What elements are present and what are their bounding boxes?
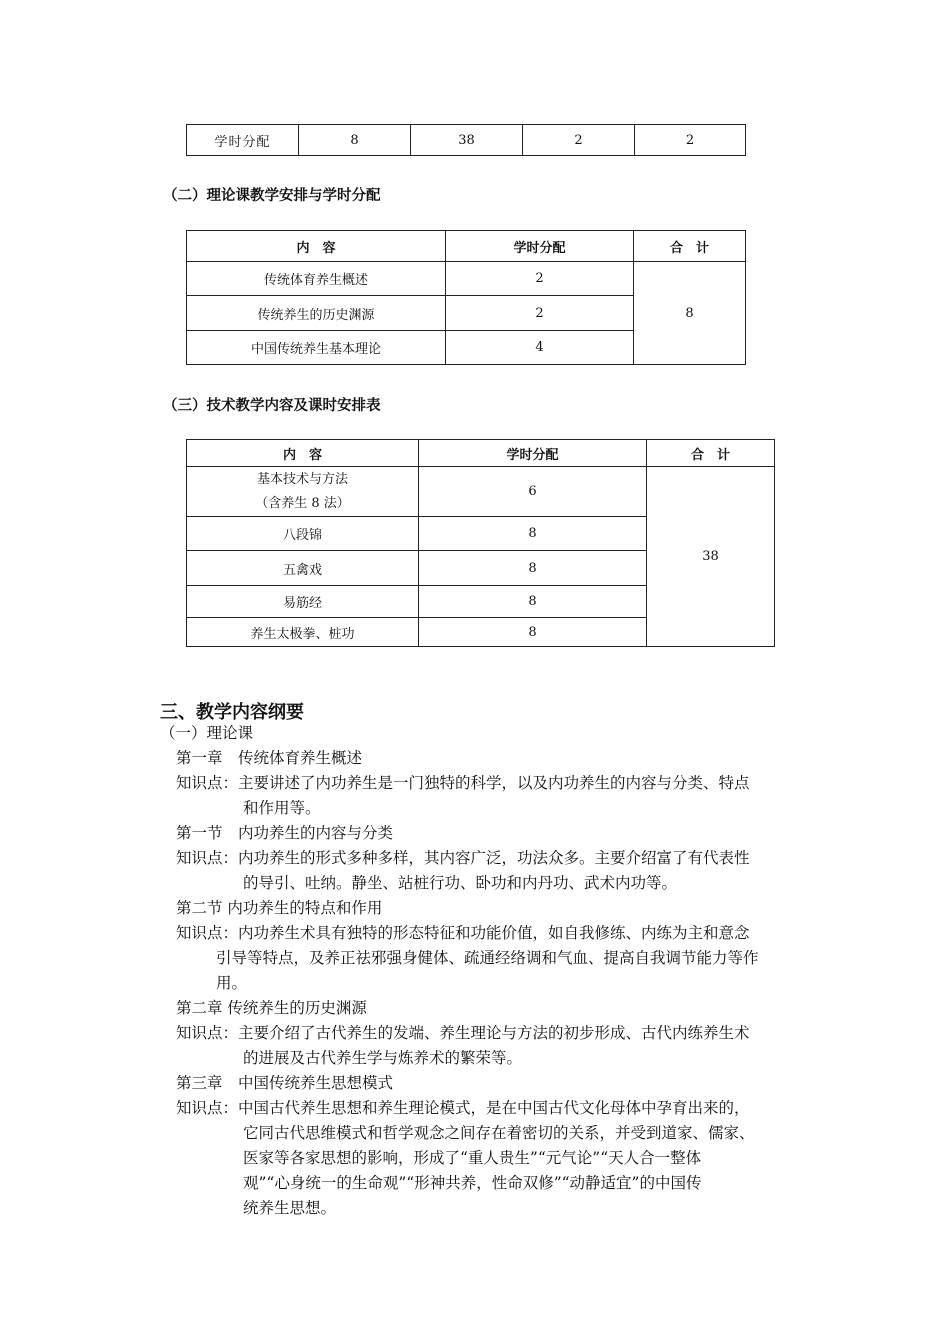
knowledge-point-cont: 的导引、吐纳。静坐、站桩行功、卧功和内丹功、武术内功等。: [243, 874, 678, 892]
knowledge-point: 知识点：内功养生术具有独特的形态特征和功能价值，如自我修练、内练为主和意念: [176, 924, 750, 942]
outline-subheading: （一）理论课: [160, 724, 254, 742]
table-cell: [187, 467, 419, 517]
chapter-title: 第三章 中国传统养生思想模式: [176, 1074, 394, 1092]
table-cell: 传统养生的历史渊源: [187, 296, 446, 331]
table-header: 学时分配: [446, 231, 634, 262]
table-header: 内 容: [187, 440, 419, 467]
technique-course-table: [186, 439, 775, 647]
chapter-title: 第二章 传统养生的历史渊源: [176, 999, 367, 1017]
table-cell: 2: [446, 296, 634, 331]
table-cell: 8: [419, 586, 647, 618]
table-cell: 4: [446, 331, 634, 365]
knowledge-point-cont: 医家等各家思想的影响，形成了“重人贵生”“元气论”“天人合一整体: [243, 1149, 702, 1167]
table-cell: 6: [419, 467, 647, 517]
table-cell: 38: [411, 125, 523, 156]
section3-heading: （三）技术教学内容及课时安排表: [163, 398, 381, 414]
table-header: 合 计: [634, 231, 746, 262]
knowledge-point-cont: 统养生思想。: [243, 1199, 337, 1217]
table-cell: 易筋经: [187, 586, 419, 618]
knowledge-point-cont: 它同古代思维模式和哲学观念之间存在着密切的关系，并受到道家、儒家、: [243, 1124, 755, 1142]
table-header: 学时分配: [419, 440, 647, 467]
table-cell: 学时分配: [187, 125, 299, 156]
table-cell: 传统体育养生概述: [187, 262, 446, 296]
table-header: 合 计: [647, 440, 775, 467]
knowledge-point-cont: 的进展及古代养生学与炼养术的繁荣等。: [243, 1049, 523, 1067]
table-cell: 8: [419, 517, 647, 551]
knowledge-point-cont: 和作用等。: [243, 799, 321, 817]
table-cell: 中国传统养生基本理论: [187, 331, 446, 365]
table-cell: 2: [635, 125, 746, 156]
knowledge-point: 知识点：主要介绍了古代养生的发端、养生理论与方法的初步形成、古代内练养生术: [176, 1024, 750, 1042]
hours-summary-table: [186, 124, 746, 156]
chapter-title: 第一章 传统体育养生概述: [176, 749, 363, 767]
knowledge-point-cont: 引导等特点，及养正祛邪强身健体、疏通经络调和气血、提高自我调节能力等作: [216, 949, 759, 967]
table-cell: 8: [419, 618, 647, 647]
section2-heading: （二）理论课教学安排与学时分配: [163, 188, 381, 204]
knowledge-point: 知识点：内功养生的形式多种多样，其内容广泛，功法众多。主要介绍富了有代表性: [176, 849, 750, 867]
knowledge-point: 知识点：中国古代养生思想和养生理论模式，是在中国古代文化母体中孕育出来的，: [176, 1099, 750, 1117]
section-title: 第一节 内功养生的内容与分类: [176, 824, 394, 842]
cell-line: （含养生 8 法）: [255, 495, 350, 511]
table-cell: 8: [419, 551, 647, 586]
table-total-cell: 38: [647, 467, 775, 647]
knowledge-point-cont: 用。: [216, 974, 248, 992]
table-cell: 2: [523, 125, 635, 156]
section-title: 第二节 内功养生的特点和作用: [176, 899, 383, 917]
table-cell: 八段锦: [187, 517, 419, 551]
cell-line: 基本技术与方法: [256, 471, 348, 487]
theory-course-table: [186, 230, 746, 365]
table-header: 内 容: [187, 231, 446, 262]
table-cell: 养生太极拳、桩功: [187, 618, 419, 647]
table-total-cell: 8: [634, 262, 746, 365]
outline-heading: 三、教学内容纲要: [160, 702, 304, 723]
table-cell: 五禽戏: [187, 551, 419, 586]
table-cell: 8: [299, 125, 411, 156]
knowledge-point: 知识点：主要讲述了内功养生是一门独特的科学，以及内功养生的内容与分类、特点: [176, 774, 750, 792]
table-cell: 2: [446, 262, 634, 296]
knowledge-point-cont: 观”“心身统一的生命观”“形神共养，性命双修”“动静适宜”的中国传: [243, 1174, 702, 1192]
